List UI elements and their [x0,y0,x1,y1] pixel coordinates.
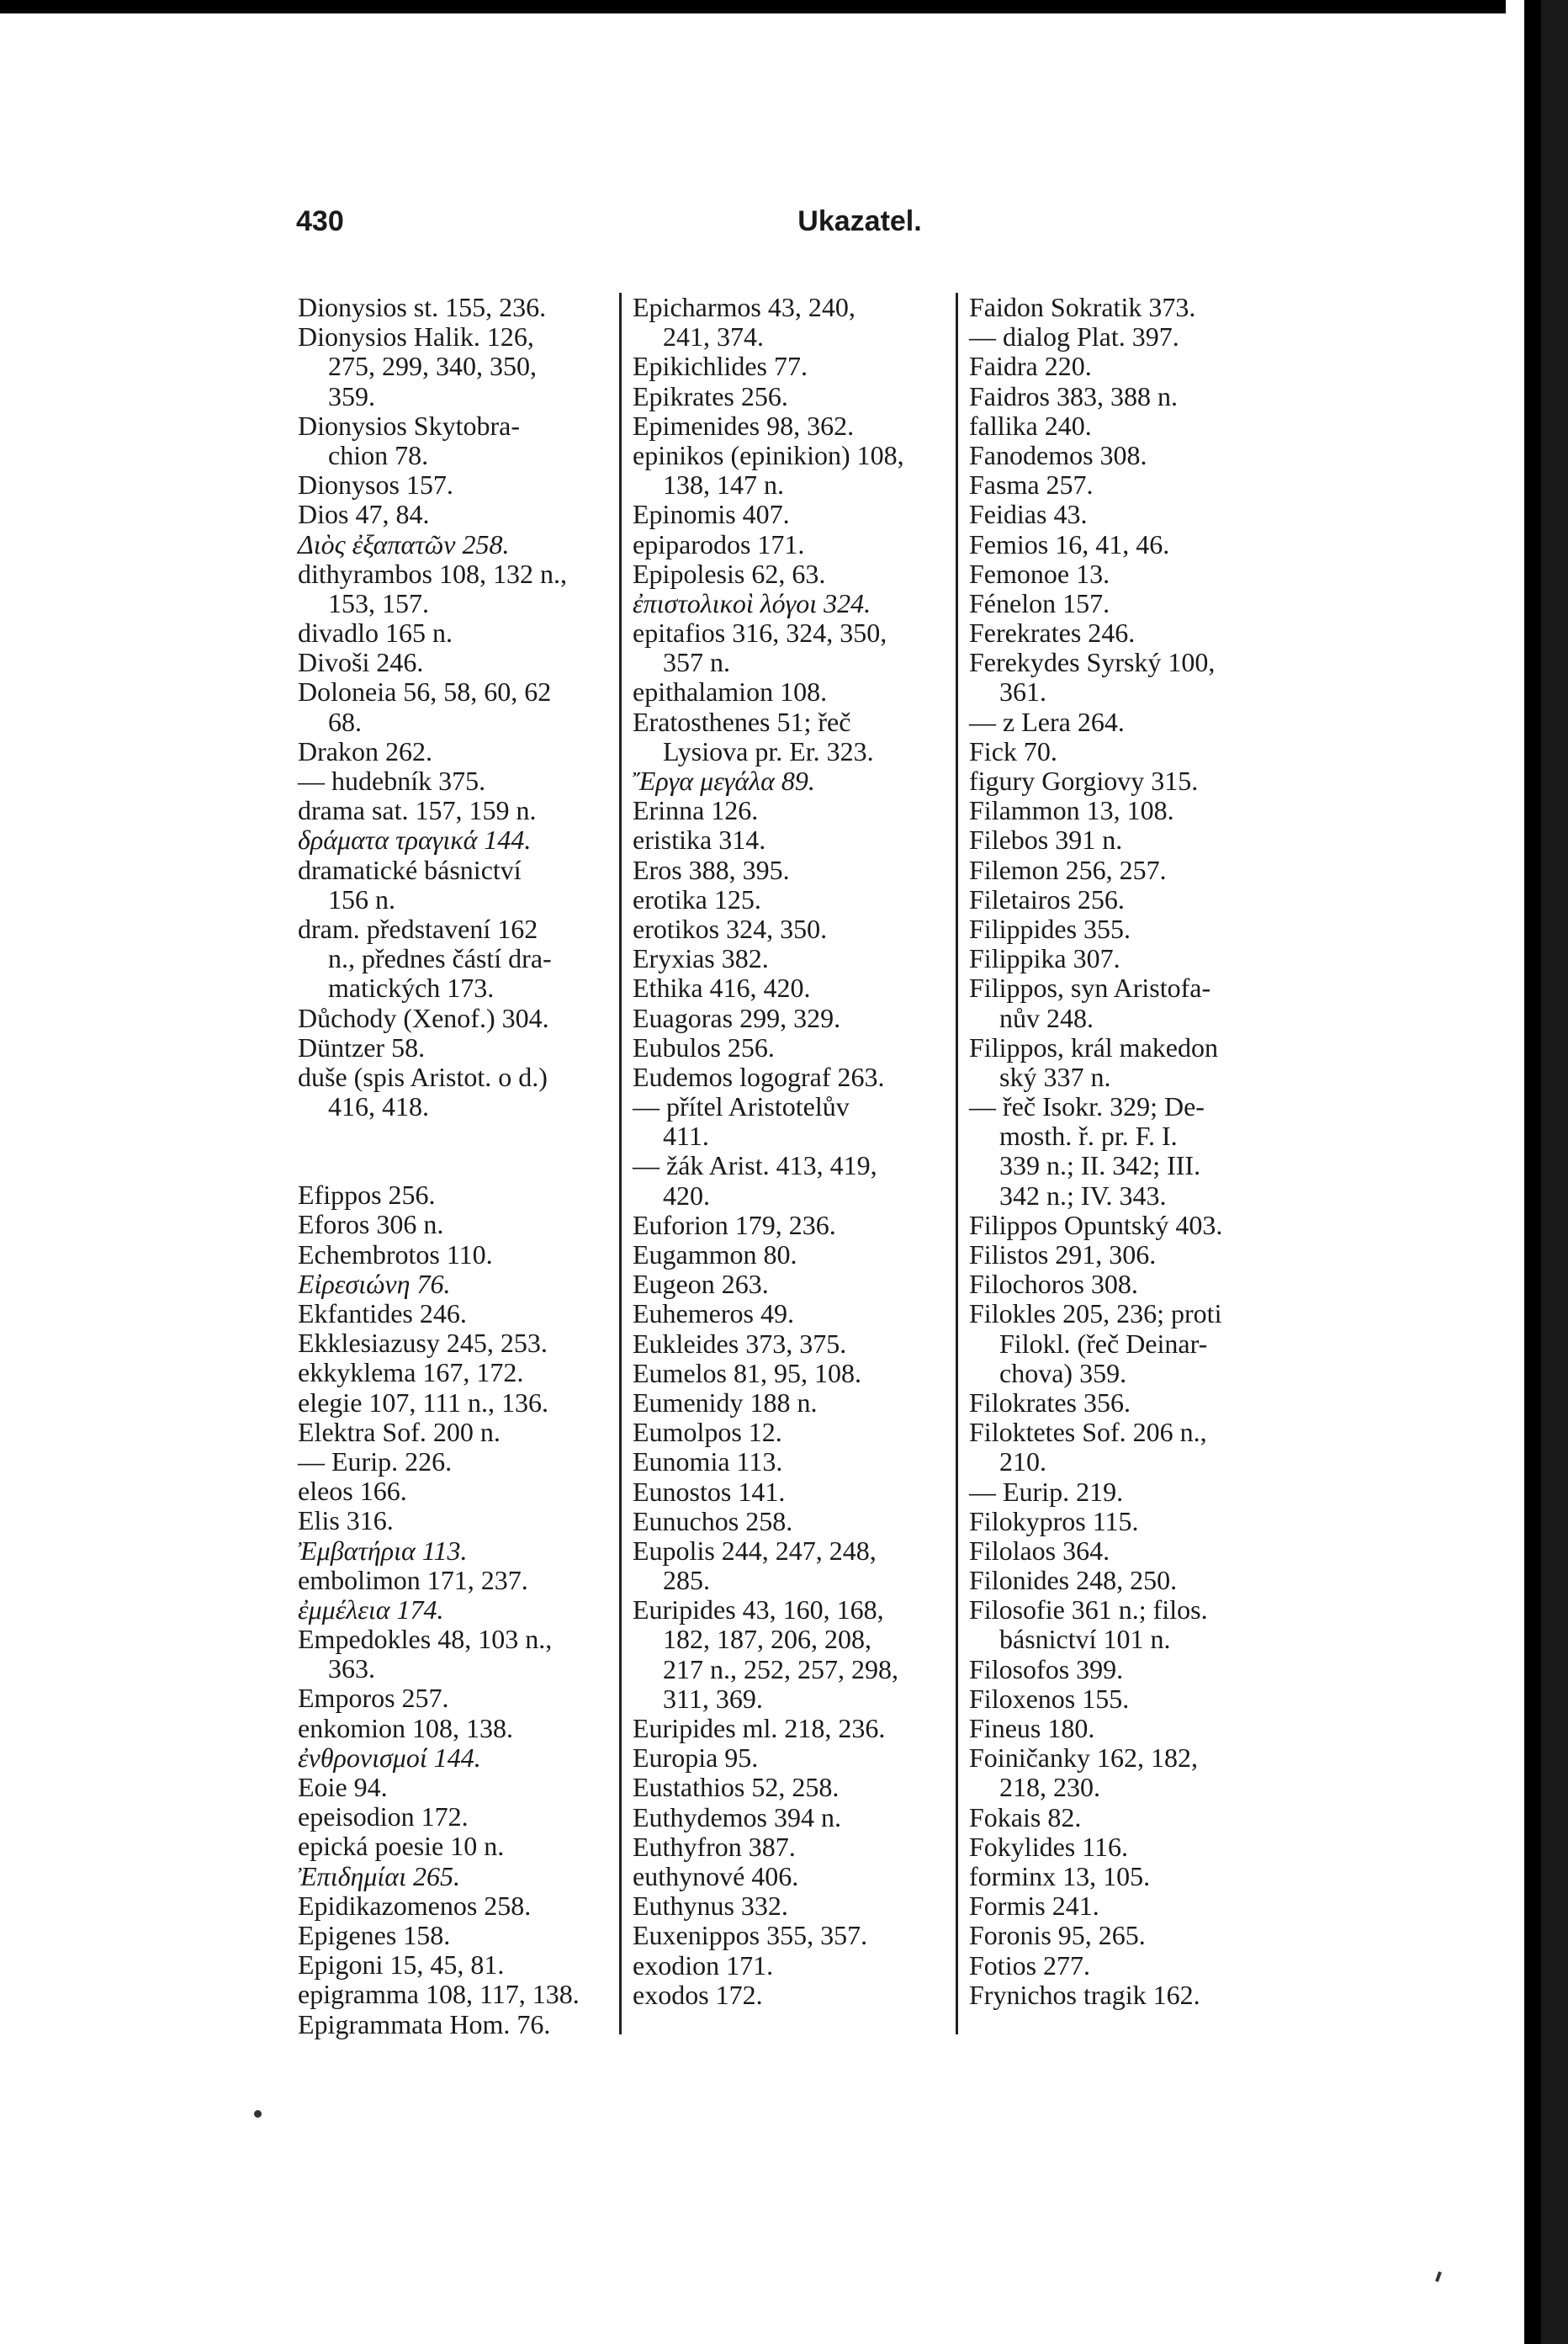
index-entry: Dionysos 157. [298,469,453,501]
scan-top-border [0,0,1506,13]
index-entry: Fineus 180. [969,1713,1095,1743]
index-entry-continuation: básnictví 101 n. [999,1624,1171,1655]
index-entry: exodion 171. [633,1949,774,1981]
index-entry-continuation: 241, 374. [663,321,764,353]
index-entry: Erinna 126. [633,795,759,826]
index-entry: epitafios 316, 324, 350, [633,618,887,649]
index-entry: Epimenides 98, 362. [633,410,855,441]
index-entry [298,1122,609,1180]
index-entry: duše (spis Aristot. o d.) [298,1061,548,1092]
index-entry: Euxenippos 355, 357. [633,1920,868,1951]
index-entry: Drakon 262. [298,735,432,766]
index-entry: Faidros 383, 388 n. [969,380,1178,411]
index-entry: Filokrates 356. [969,1387,1131,1418]
index-entry: — přítel Aristotelův [633,1091,850,1122]
index-entry: euthynové 406. [633,1860,799,1891]
index-entry-continuation: chova) 359. [999,1357,1127,1388]
index-entry-continuation: 182, 187, 206, 208, [663,1624,871,1655]
index-entry: ἐπιστολικοὶ λόγοι 324. [633,587,871,618]
index-entry: Epikichlides 77. [633,351,808,382]
index-entry: Διὸς ἐξαπατῶν 258. [298,528,510,559]
index-entry: Filippides 355. [969,913,1131,944]
index-entry: Europia 95. [633,1742,759,1774]
index-entry: ekkyklema 167, 172. [298,1357,524,1388]
index-entry-continuation: 339 n.; II. 342; III. [999,1150,1201,1181]
index-entry: drama sat. 157, 159 n. [298,795,537,826]
index-entry: enkomion 108, 138. [298,1712,513,1743]
index-entry: Fasma 257. [969,469,1094,501]
index-entry: ἐμμέλεια 174. [298,1594,444,1625]
index-entry: Dios 47, 84. [298,499,430,530]
page-header [296,205,1415,247]
index-entry: Eupolis 244, 247, 248, [633,1535,877,1566]
index-entry: Eugeon 263. [633,1269,769,1300]
index-entry: Fénelon 157. [969,587,1110,618]
index-entry: Euripides ml. 218, 236. [633,1713,886,1743]
index-entry: embolimon 171, 237. [298,1564,528,1595]
index-entry-continuation: 357 n. [663,647,730,678]
index-entry: epiparodos 171. [633,528,805,559]
index-entry: Eryxias 382. [633,943,769,974]
index-entry: — Eurip. 219. [969,1476,1124,1507]
index-entry: Filoxenos 155. [969,1683,1130,1714]
index-entry-continuation: 210. [999,1446,1046,1477]
index-entry: Filemon 256, 257. [969,854,1167,885]
index-entry: Euhemeros 49. [633,1298,794,1329]
index-entry: eristika 314. [633,825,766,856]
index-entry: Femonoe 13. [969,558,1110,589]
index-entry-continuation: 311, 369. [663,1683,763,1714]
index-entry: Epipolesis 62, 63. [633,558,826,589]
index-entry: Eumenidy 188 n. [633,1387,818,1418]
index-entry-continuation: nův 248. [999,1002,1094,1033]
index-entry: divadlo 165 n. [298,618,453,649]
index-entry: Dionysios st. 155, 236. [298,292,547,322]
scan-right-border [1524,0,1541,2344]
index-entry: Fanodemos 308. [969,439,1147,470]
index-entry: Empedokles 48, 103 n., [298,1624,553,1655]
index-entry: Faidon Sokratik 373. [969,292,1196,322]
index-entry-continuation: n., přednes částí dra- [328,943,552,974]
index-entry: Foronis 95, 265. [969,1920,1146,1951]
index-entry: Ἔργα μεγάλα 89. [633,766,815,796]
index-entry: erotikos 324, 350. [633,913,828,944]
index-entry-continuation: 420. [663,1180,710,1211]
index-entry: Filebos 391 n. [969,825,1123,856]
index-entry: Fokais 82. [969,1801,1082,1832]
index-entry-continuation: 359. [328,380,375,411]
index-entry: forminx 13, 105. [969,1860,1151,1891]
index-entry: Fick 70. [969,735,1057,766]
scan-speck [254,2110,262,2118]
index-entry-continuation: 218, 230. [999,1772,1100,1803]
index-entry-continuation: chion 78. [328,439,429,470]
index-entry: Eunuchos 258. [633,1505,793,1536]
column-rule [956,293,958,2034]
index-entry-continuation: ský 337 n. [999,1061,1111,1092]
index-entry: Femios 16, 41, 46. [969,528,1170,559]
index-entry: Eumelos 81, 95, 108. [633,1357,861,1388]
index-entry: dram. představení 162 [298,913,538,944]
index-entry: Echembrotos 110. [298,1238,493,1270]
index-entry-continuation: 138, 147 n. [663,469,784,501]
index-entry: Ekfantides 246. [298,1298,467,1328]
index-entry: figury Gorgiovy 315. [969,766,1199,796]
index-entry: Ethika 416, 420. [633,973,811,1004]
index-entry: Filippos, král makedon [969,1031,1218,1063]
index-entry: — Eurip. 226. [298,1445,453,1477]
index-entry: Filistos 291, 306. [969,1239,1157,1270]
index-entry-continuation: 361. [999,676,1046,708]
index-entry: Eros 388, 395. [633,854,790,885]
index-entry: Ferekrates 246. [969,618,1136,649]
index-entry: Filokles 205, 236; proti [969,1298,1222,1329]
index-entry-continuation: 416, 418. [328,1091,429,1122]
index-entry: — řeč Isokr. 329; De- [969,1091,1205,1122]
index-entry-continuation: Lysiova pr. Er. 323. [663,735,874,766]
index-entry: Epinomis 407. [633,499,790,530]
index-entry: Důchody (Xenof.) 304. [298,1002,549,1033]
index-entry: Divoši 246. [298,647,424,678]
index-entry: Filetairos 256. [969,883,1125,915]
index-entry-continuation: Filokl. (řeč Deinar- [999,1328,1208,1359]
index-entry: Eoie 94. [298,1772,388,1802]
index-entry: Doloneia 56, 58, 60, 62 [298,676,552,708]
index-entry: Elis 316. [298,1505,394,1536]
index-entry-continuation: mosth. ř. pr. F. I. [999,1121,1178,1152]
index-entry: epeisodion 172. [298,1801,469,1832]
index-entry: — hudebník 375. [298,766,486,796]
index-entry: epinikos (epinikion) 108, [633,439,904,470]
index-entry: Eratosthenes 51; řeč [633,706,851,737]
index-entry: dramatické básnictví [298,854,522,885]
index-entry: exodos 172. [633,1979,763,2010]
index-entry: Eugammon 80. [633,1239,797,1270]
index-entry: Elektra Sof. 200 n. [298,1416,501,1447]
index-entry: Epikrates 256. [633,380,788,411]
scan-right-shadow [1541,0,1568,2344]
index-entry: Fotios 277. [969,1949,1091,1981]
index-entry: Eukleides 373, 375. [633,1328,847,1359]
index-entry-continuation: matických 173. [328,973,495,1004]
index-entry: Düntzer 58. [298,1031,426,1063]
index-entry-continuation: 411. [663,1121,709,1152]
index-entry: epithalamion 108. [633,676,828,708]
index-entry: Foiničanky 162, 182, [969,1742,1198,1774]
index-entry: Efippos 256. [298,1180,436,1211]
index-entry: Eumolpos 12. [633,1417,782,1448]
index-entry: dithyrambos 108, 132 n., [298,558,567,589]
index-entry: Formis 241. [969,1891,1099,1922]
index-entry: Eustathios 52, 258. [633,1772,840,1803]
index-entry: Filonides 248, 250. [969,1565,1178,1596]
index-entry: Eunomia 113. [633,1446,783,1477]
index-entry: fallika 240. [969,410,1092,441]
index-entry: Epidikazomenos 258. [298,1890,532,1921]
index-entry: Eunostos 141. [633,1476,786,1507]
index-entry: Epigrammata Hom. 76. [298,2008,551,2039]
index-entry: Filammon 13, 108. [969,795,1174,826]
index-entry: Epigoni 15, 45, 81. [298,1949,505,1981]
index-entry: epigramma 108, 117, 138. [298,1979,580,2010]
index-entry: Filolaos 364. [969,1535,1110,1566]
index-entry: Filippos, syn Aristofa- [969,973,1211,1004]
index-entry-continuation: 285. [663,1565,710,1596]
index-entry: Frynichos tragik 162. [969,1979,1200,2010]
index-entry: — žák Arist. 413, 419, [633,1150,877,1181]
index-entry: elegie 107, 111 n., 136. [298,1387,549,1418]
index-column-2 [633,293,952,2010]
index-entry: Filoktetes Sof. 206 n., [969,1417,1207,1448]
index-entry: Epigenes 158. [298,1919,451,1950]
index-entry: Eubulos 256. [633,1031,775,1063]
index-entry: Eudemos logograf 263. [633,1061,885,1092]
index-entry: Dionysios Halik. 126, [298,321,534,353]
index-entry: Filosofos 399. [969,1653,1124,1684]
index-entry: Filokypros 115. [969,1505,1139,1536]
index-entry: Euagoras 299, 329. [633,1002,841,1033]
index-entry-continuation: 363. [328,1653,375,1684]
running-title: Ukazatel. [797,205,922,237]
index-entry: epická poesie 10 n. [298,1831,505,1862]
index-entry: Filosofie 361 n.; filos. [969,1594,1208,1625]
index-entry: Ekklesiazusy 245, 253. [298,1328,548,1359]
index-entry: Eforos 306 n. [298,1209,444,1240]
index-entry-continuation: 342 n.; IV. 343. [999,1180,1167,1211]
index-entry: ἐνθρονισμοί 144. [298,1742,481,1773]
scan-speck [1435,2272,1442,2283]
index-entry-continuation: 217 n., 252, 257, 298, [663,1653,898,1684]
index-entry-continuation: 275, 299, 340, 350, [328,351,537,382]
index-entry: Filippos Opuntský 403. [969,1209,1223,1240]
index-entry: Εἰρεσιώνη 76. [298,1268,451,1299]
index-entry: — dialog Plat. 397. [969,321,1179,353]
index-column-1 [298,293,609,2039]
index-entry: Fokylides 116. [969,1831,1129,1862]
page-number: 430 [296,205,344,237]
index-entry: Feidias 43. [969,499,1088,530]
index-entry: — z Lera 264. [969,706,1125,737]
index-entry: δράματα τραγικά 144. [298,825,532,856]
index-entry: Dionysios Skytobra- [298,410,520,441]
index-entry-continuation: 153, 157. [328,587,429,618]
index-entry: eleos 166. [298,1476,407,1507]
index-entry: Euripides 43, 160, 168, [633,1594,884,1625]
index-entry-continuation: 156 n. [328,883,395,915]
index-entry: Ferekydes Syrský 100, [969,647,1216,678]
index-entry: erotika 125. [633,883,761,915]
index-entry: Euthydemos 394 n. [633,1801,841,1832]
index-entry: Filochoros 308. [969,1269,1138,1300]
index-entry: Ἐπιδημίαι 265. [298,1860,460,1891]
index-entry: Euforion 179, 236. [633,1209,836,1240]
index-entry-continuation: 68. [328,706,362,737]
index-entry: Ἐμβατήρια 113. [298,1535,468,1566]
index-column-3 [969,293,1289,2010]
index-entry: Epicharmos 43, 240, [633,292,856,322]
index-entry: Filippika 307. [969,943,1120,974]
index-entry: Faidra 220. [969,351,1092,382]
index-entry: Emporos 257. [298,1683,449,1714]
index-entry: Euthynus 332. [633,1891,788,1922]
column-rule [619,293,622,2034]
index-entry: Euthyfron 387. [633,1831,796,1862]
